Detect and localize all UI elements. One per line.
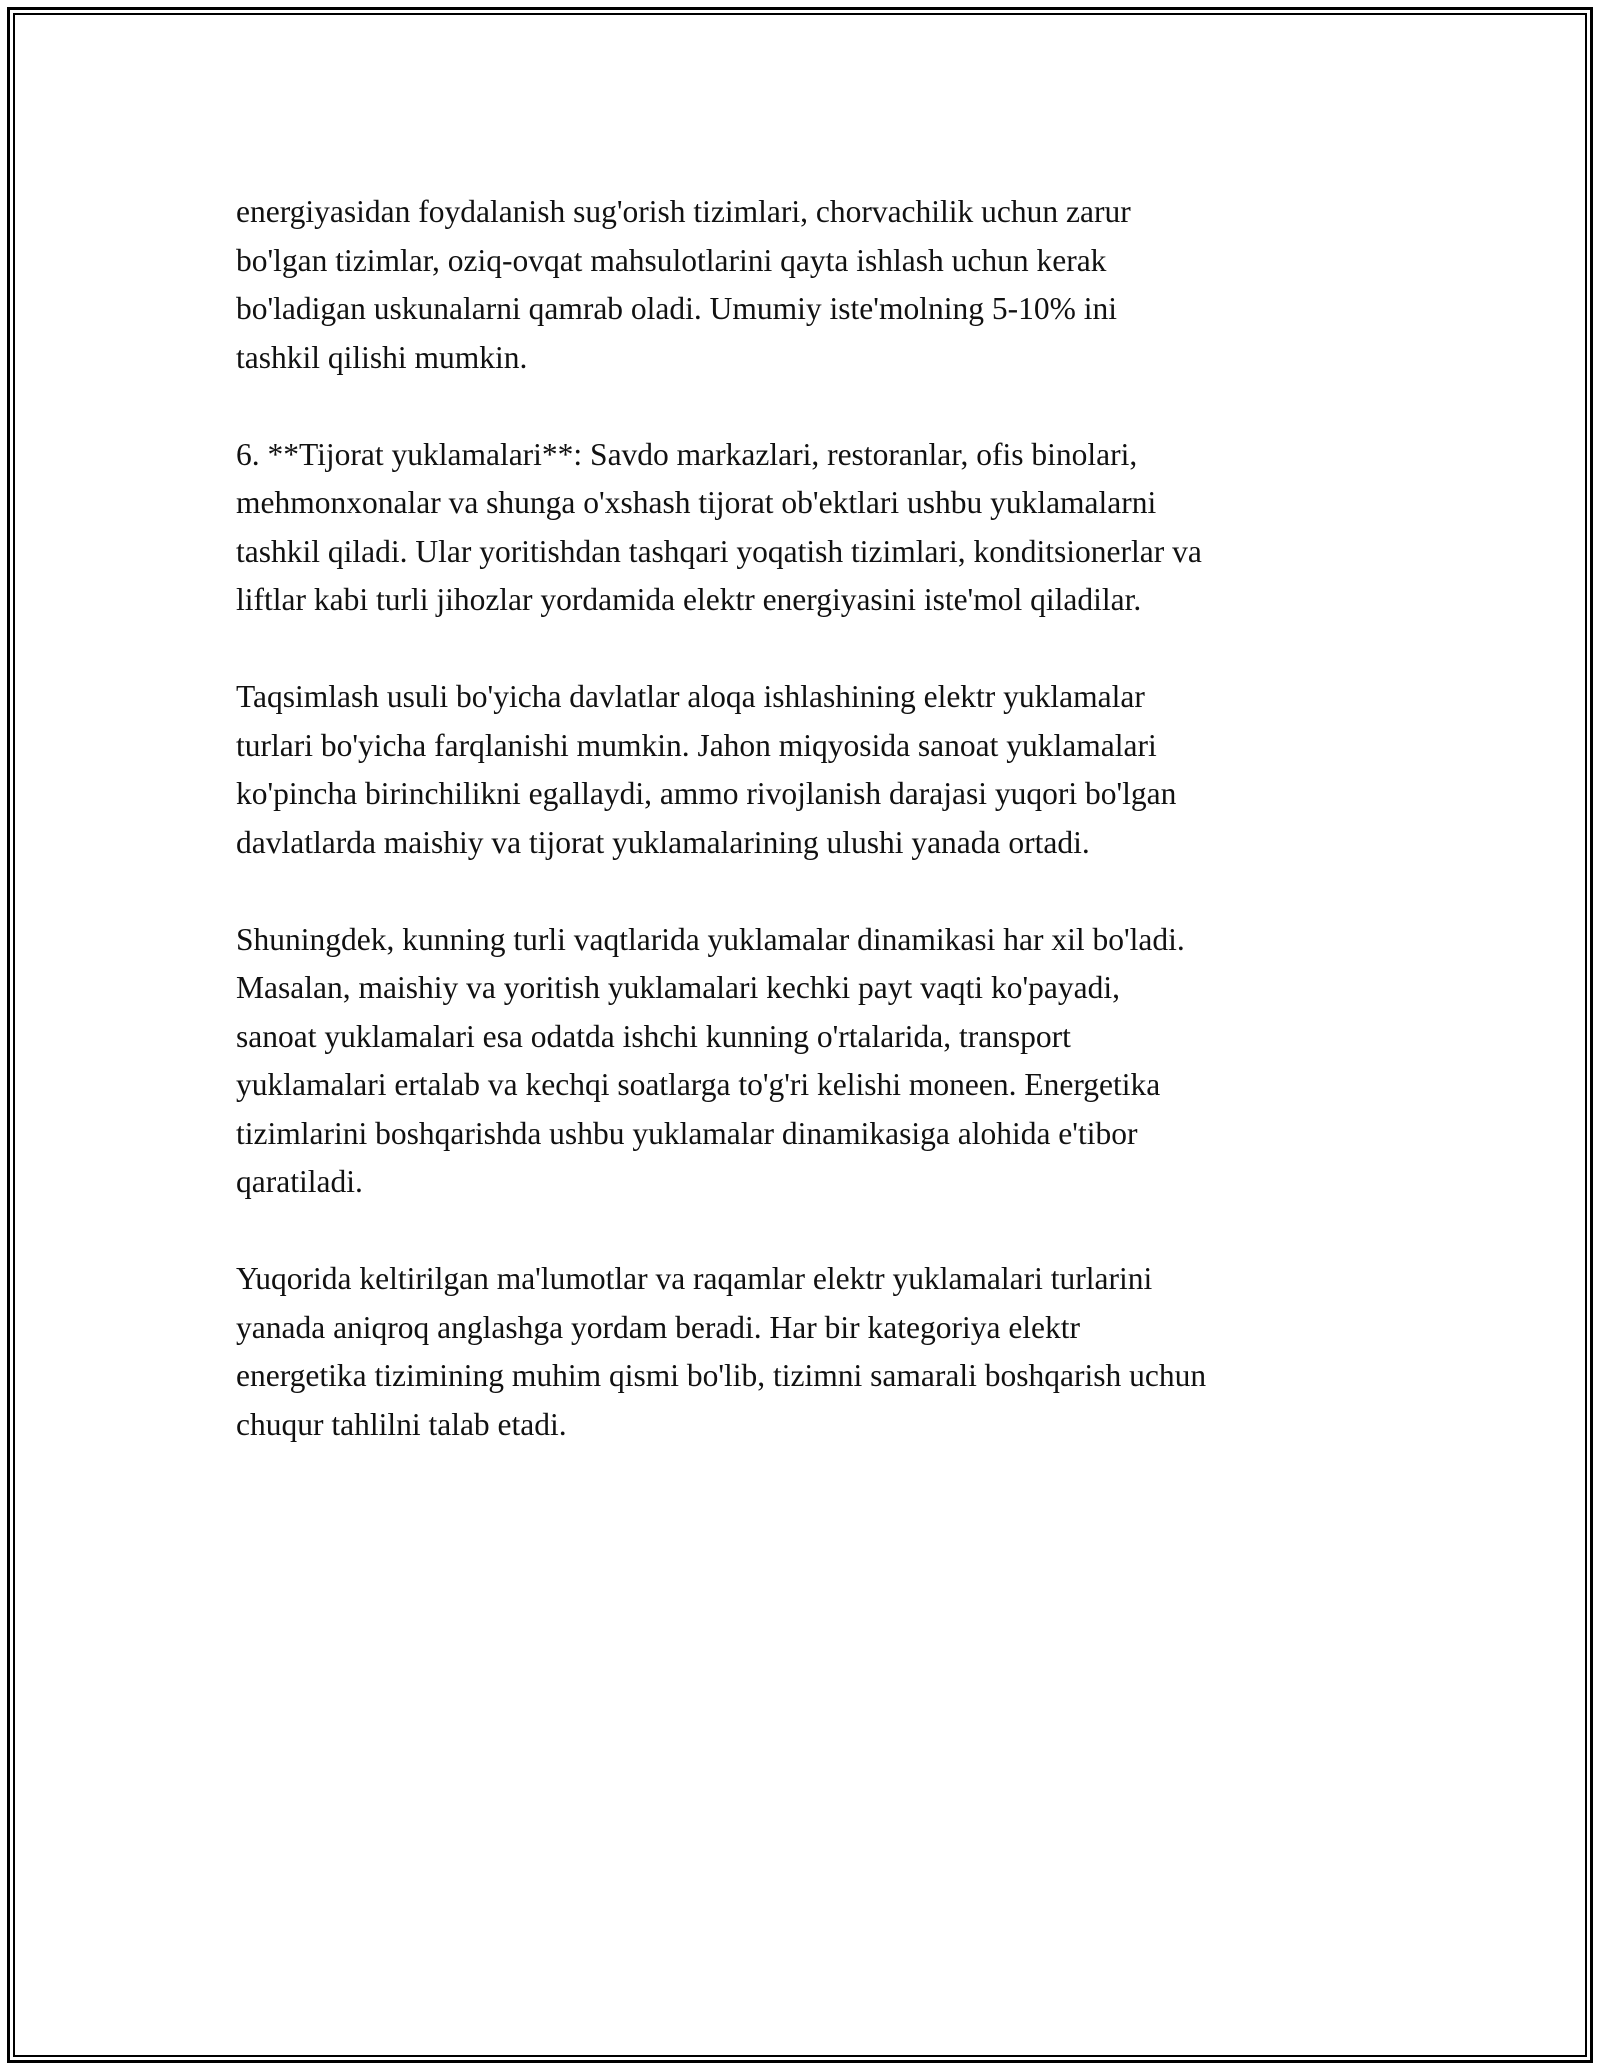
paragraph-5: Yuqorida keltirilgan ma'lumotlar va raqamlar elektr yuklamalari turlarini yanada aniqroq anglashga yordam beradi. Har bir kategoriya elektr energetika tizimining muhim qismi bo'lib, tizimni samarali boshqarish uchun chuqur tahlilni talab etadi. <box>236 1261 1207 1442</box>
paragraph-1: energiyasidan foydalanish sug'orish tizimlari, chorvachilik uchun zarur bo'lgan tizimlar, oziq-ovqat mahsulotlarini qayta ishlash uchun kerak bo'ladigan uskunalarni qamrab oladi. Umumiy iste'molning 5-10% ini tashkil qilishi mumkin. <box>236 194 1131 375</box>
paragraph-4: Shuningdek, kunning turli vaqtlarida yuklamalar dinamikasi har xil bo'ladi. Masalan, maishiy va yoritish yuklamalari kechki payt vaqti ko'payadi, sanoat yuklamalari esa odatda ishchi kunning o'rtalarida, transport yuklamalari ertalab va kechqi soatlarga to'g'ri kelishi moneen. Energetika tizimlarini boshqarishda ushbu yuklamalar dinamikasiga alohida e'tibor qaratiladi. <box>236 921 1185 1199</box>
document-body <box>236 188 1376 1498</box>
paragraph-2: 6. **Tijorat yuklamalari**: Savdo markazlari, restoranlar, ofis binolari, mehmonxonalar va shunga o'xshash tijorat ob'ektlari ushbu yuklamalarni tashkil qiladi. Ular yoritishdan tashqari yoqatish tizimlari, konditsionerlar va liftlar kabi turli jihozlar yordamida elektr energiyasini iste'mol qiladilar. <box>236 436 1202 617</box>
paragraph-3: Taqsimlash usuli bo'yicha davlatlar aloqa ishlashining elektr yuklamalar turlari bo'yicha farqlanishi mumkin. Jahon miqyosida sanoat yuklamalari ko'pincha birinchilikni egallaydi, ammo rivojlanish darajasi yuqori bo'lgan davlatlarda maishiy va tijorat yuklamalarining ulushi yanada ortadi. <box>236 679 1177 860</box>
